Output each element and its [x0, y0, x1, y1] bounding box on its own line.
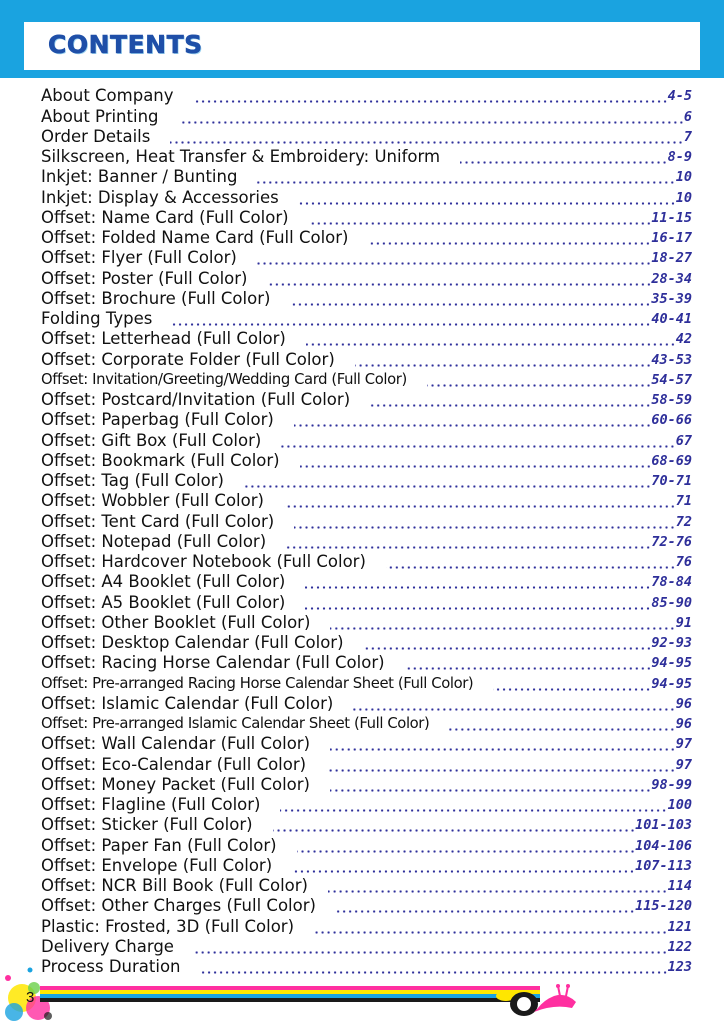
toc-entry-page: 58-59 — [651, 392, 692, 408]
toc-entry-page: 35-39 — [651, 290, 692, 307]
dot-leader — [268, 283, 652, 286]
toc-entry-page: 91 — [675, 614, 692, 631]
snail-mascot-icon — [494, 982, 580, 1018]
toc-entry-page: 98-99 — [651, 776, 692, 793]
dot-leader — [355, 364, 652, 367]
toc-entry-page: 28-34 — [651, 270, 692, 287]
toc-entry-title: Offset: Other Booklet (Full Color) — [41, 612, 311, 632]
toc-entry[interactable] — [41, 896, 692, 916]
dot-leader — [294, 424, 652, 427]
dot-leader — [449, 728, 675, 731]
toc-entry-page: 10 — [675, 169, 692, 186]
toc-entry-page: 101-103 — [635, 817, 692, 834]
toc-entry-page: 4-5 — [667, 88, 692, 105]
toc-entry-title: Offset: A4 Booklet (Full Color) — [41, 572, 286, 592]
toc-entry[interactable] — [41, 451, 692, 471]
dot-leader — [353, 708, 675, 711]
toc-entry-page: 97 — [675, 736, 692, 753]
toc-entry-page: 42 — [675, 331, 692, 348]
toc-entry[interactable] — [41, 937, 692, 957]
toc-entry[interactable] — [41, 795, 692, 815]
toc-entry-title: Offset: Wobbler (Full Color) — [41, 491, 264, 511]
toc-entry[interactable] — [41, 572, 692, 592]
dot-leader — [336, 910, 635, 913]
toc-entry-page: 76 — [675, 554, 692, 570]
page-number: 3 — [26, 989, 35, 1006]
dot-leader — [460, 161, 668, 164]
toc-entry-page: 78-84 — [651, 574, 692, 591]
dot-leader — [170, 141, 684, 144]
dot-leader — [290, 303, 651, 306]
toc-entry-page: 71 — [675, 493, 692, 510]
toc-entry-title: Offset: Envelope (Full Color) — [41, 855, 273, 875]
dot-leader — [330, 789, 651, 792]
toc-entry-title: Offset: Flagline (Full Color) — [41, 795, 261, 814]
toc-entry-page: 43-53 — [651, 351, 692, 368]
toc-entry[interactable] — [41, 916, 692, 936]
toc-entry-title: About Printing — [41, 106, 159, 126]
toc-entry[interactable] — [41, 309, 692, 329]
toc-entry-page: 96 — [675, 695, 692, 712]
toc-entry-page: 121 — [667, 918, 692, 935]
dot-leader — [305, 607, 651, 610]
dot-leader — [370, 404, 651, 407]
dot-leader — [368, 242, 651, 245]
toc-entry-page: 18-27 — [651, 250, 692, 267]
toc-entry[interactable] — [41, 552, 692, 572]
dot-leader — [257, 181, 675, 184]
toc-entry-page: 100 — [667, 797, 692, 813]
toc-entry-title: Offset: Pre-arranged Islamic Calendar Sheet (Full Color) — [41, 715, 430, 732]
toc-entry-title: Offset: Racing Horse Calendar (Full Color) — [41, 653, 385, 673]
dot-leader — [297, 850, 636, 853]
toc-entry[interactable] — [41, 835, 692, 855]
toc-entry[interactable] — [41, 694, 692, 714]
toc-entry-page: 11-15 — [651, 209, 692, 226]
toc-entry-title: Plastic: Frosted, 3D (Full Color) — [41, 916, 295, 936]
toc-entry-title: Offset: Desktop Calendar (Full Color) — [41, 633, 344, 652]
toc-entry[interactable] — [41, 673, 692, 693]
toc-entry-title: Offset: Gift Box (Full Color) — [41, 430, 262, 450]
toc-entry-title: Inkjet: Banner / Bunting — [41, 167, 238, 187]
title-box — [24, 22, 700, 70]
dot-leader — [300, 465, 652, 468]
dot-leader — [427, 384, 652, 387]
toc-entry-title: Offset: Letterhead (Full Color) — [41, 329, 286, 349]
table-of-contents — [41, 86, 692, 977]
dot-leader — [172, 323, 651, 326]
toc-entry[interactable] — [41, 370, 692, 390]
dot-leader — [314, 931, 668, 934]
toc-entry-title: Process Duration — [41, 957, 181, 976]
dot-leader — [364, 647, 652, 650]
toc-entry-page: 104-106 — [635, 837, 692, 854]
toc-entry[interactable] — [41, 106, 692, 126]
toc-entry-page: 70-71 — [651, 473, 692, 489]
toc-entry[interactable] — [41, 329, 692, 349]
dot-leader — [194, 951, 668, 954]
toc-entry[interactable] — [41, 491, 692, 511]
toc-entry[interactable] — [41, 187, 692, 207]
toc-entry-title: Offset: Sticker (Full Color) — [41, 815, 253, 835]
dot-leader — [386, 566, 676, 569]
toc-entry-page: 94-95 — [651, 675, 692, 692]
toc-entry-title: Offset: Name Card (Full Color) — [41, 207, 289, 227]
toc-entry-page: 123 — [667, 959, 692, 975]
toc-entry[interactable] — [41, 511, 692, 531]
toc-entry[interactable] — [41, 167, 692, 187]
toc-entry-page: 107-113 — [635, 857, 692, 874]
toc-entry-page: 114 — [667, 878, 692, 894]
toc-entry-page: 92-93 — [651, 635, 692, 651]
dot-leader — [330, 748, 676, 751]
dot-leader — [194, 100, 668, 103]
toc-entry[interactable] — [41, 86, 692, 106]
toc-entry[interactable] — [41, 390, 692, 410]
toc-entry-page: 94-95 — [651, 655, 692, 672]
toc-entry-page: 40-41 — [651, 311, 692, 327]
dot-leader — [493, 688, 651, 691]
toc-entry[interactable] — [41, 633, 692, 653]
toc-entry-title: Offset: Paperbag (Full Color) — [41, 410, 274, 430]
toc-entry-title: Offset: A5 Booklet (Full Color) — [41, 592, 286, 612]
toc-entry-page: 122 — [667, 938, 692, 955]
color-stripes — [0, 986, 724, 1006]
toc-entry[interactable] — [41, 410, 692, 430]
toc-entry[interactable] — [41, 208, 692, 228]
toc-entry[interactable] — [41, 754, 692, 774]
dot-leader — [405, 667, 652, 670]
toc-entry[interactable] — [41, 876, 692, 896]
dot-leader — [281, 445, 675, 448]
dot-leader — [306, 343, 676, 346]
toc-entry[interactable] — [41, 592, 692, 612]
toc-entry[interactable] — [41, 957, 692, 977]
dot-leader — [201, 971, 668, 974]
toc-entry-page: 67 — [675, 432, 692, 449]
toc-entry-page: 16-17 — [651, 230, 692, 246]
toc-entry[interactable] — [41, 349, 692, 369]
toc-entry[interactable] — [41, 127, 692, 147]
toc-entry-title: Delivery Charge — [41, 936, 174, 956]
dot-leader — [179, 121, 684, 124]
toc-entry-title: Offset: Flyer (Full Color) — [41, 248, 237, 268]
toc-entry-title: About Company — [41, 86, 174, 106]
toc-entry-page: 54-57 — [651, 371, 692, 388]
toc-entry[interactable] — [41, 228, 692, 248]
toc-entry-page: 6 — [683, 108, 692, 125]
toc-entry-title: Offset: Paper Fan (Full Color) — [41, 835, 277, 855]
toc-entry-page: 72-76 — [651, 533, 692, 550]
dot-leader — [292, 870, 635, 873]
toc-entry-title: Offset: NCR Bill Book (Full Color) — [41, 876, 308, 895]
dot-leader — [305, 586, 651, 589]
toc-entry-title: Offset: Tent Card (Full Color) — [41, 511, 275, 531]
dot-leader — [273, 829, 636, 832]
toc-entry-title: Offset: Poster (Full Color) — [41, 268, 248, 288]
dot-leader — [309, 222, 652, 225]
toc-entry-title: Folding Types — [41, 309, 153, 328]
dot-leader — [294, 526, 676, 529]
toc-entry-title: Inkjet: Display & Accessories — [41, 187, 279, 207]
dot-leader — [299, 202, 676, 205]
page-title: CONTENTS — [48, 30, 203, 59]
toc-entry-title: Order Details — [41, 126, 151, 146]
dot-leader — [326, 769, 676, 772]
toc-entry[interactable] — [41, 734, 692, 754]
toc-entry-page: 85-90 — [651, 594, 692, 611]
dot-leader — [280, 809, 667, 812]
toc-entry[interactable] — [41, 532, 692, 552]
toc-entry[interactable] — [41, 471, 692, 491]
toc-entry-title: Offset: Other Charges (Full Color) — [41, 896, 316, 916]
toc-entry-title: Offset: Corporate Folder (Full Color) — [41, 349, 335, 369]
toc-entry-title: Offset: Islamic Calendar (Full Color) — [41, 693, 334, 713]
toc-entry[interactable] — [41, 268, 692, 288]
toc-entry-page: 10 — [675, 189, 692, 206]
toc-entry-title: Offset: Wall Calendar (Full Color) — [41, 734, 311, 754]
dot-leader — [244, 485, 651, 488]
toc-entry-title: Offset: Eco-Calendar (Full Color) — [41, 754, 307, 774]
dot-leader — [257, 262, 652, 265]
toc-entry-title: Offset: Bookmark (Full Color) — [41, 450, 280, 470]
toc-entry-title: Offset: Tag (Full Color) — [41, 471, 224, 490]
toc-entry[interactable] — [41, 430, 692, 450]
toc-entry-page: 115-120 — [635, 898, 692, 915]
toc-entry-page: 7 — [683, 128, 692, 145]
toc-entry-title: Offset: Pre-arranged Racing Horse Calendar Sheet (Full Color) — [41, 674, 474, 692]
dot-leader — [328, 890, 668, 893]
toc-entry[interactable] — [41, 815, 692, 835]
black-stripe — [40, 998, 540, 1002]
toc-entry-page: 68-69 — [651, 452, 692, 469]
toc-entry-title: Offset: Postcard/Invitation (Full Color) — [41, 390, 351, 409]
toc-entry-title: Offset: Folded Name Card (Full Color) — [41, 228, 349, 247]
toc-entry[interactable] — [41, 653, 692, 673]
toc-entry-page: 72 — [675, 513, 692, 530]
toc-entry-title: Offset: Notepad (Full Color) — [41, 531, 267, 551]
toc-entry-title: Offset: Hardcover Notebook (Full Color) — [41, 552, 366, 571]
toc-entry[interactable] — [41, 248, 692, 268]
toc-entry[interactable] — [41, 147, 692, 167]
toc-entry[interactable] — [41, 289, 692, 309]
dot-leader — [284, 505, 676, 508]
toc-entry-title: Offset: Money Packet (Full Color) — [41, 774, 310, 794]
dot-leader — [286, 546, 651, 549]
toc-entry[interactable] — [41, 714, 692, 734]
toc-entry-page: 96 — [675, 716, 692, 732]
toc-entry-page: 60-66 — [651, 412, 692, 429]
toc-entry-title: Offset: Brochure (Full Color) — [41, 288, 271, 308]
toc-entry-page: 8-9 — [667, 149, 692, 165]
toc-entry-title: Silkscreen, Heat Transfer & Embroidery: Uniform — [41, 147, 441, 166]
toc-entry-page: 97 — [675, 756, 692, 773]
toc-entry[interactable] — [41, 613, 692, 633]
dot-leader — [330, 627, 675, 630]
toc-entry-title: Offset: Invitation/Greeting/Wedding Card (Full Color) — [41, 370, 407, 388]
toc-entry[interactable] — [41, 856, 692, 876]
toc-entry[interactable] — [41, 775, 692, 795]
